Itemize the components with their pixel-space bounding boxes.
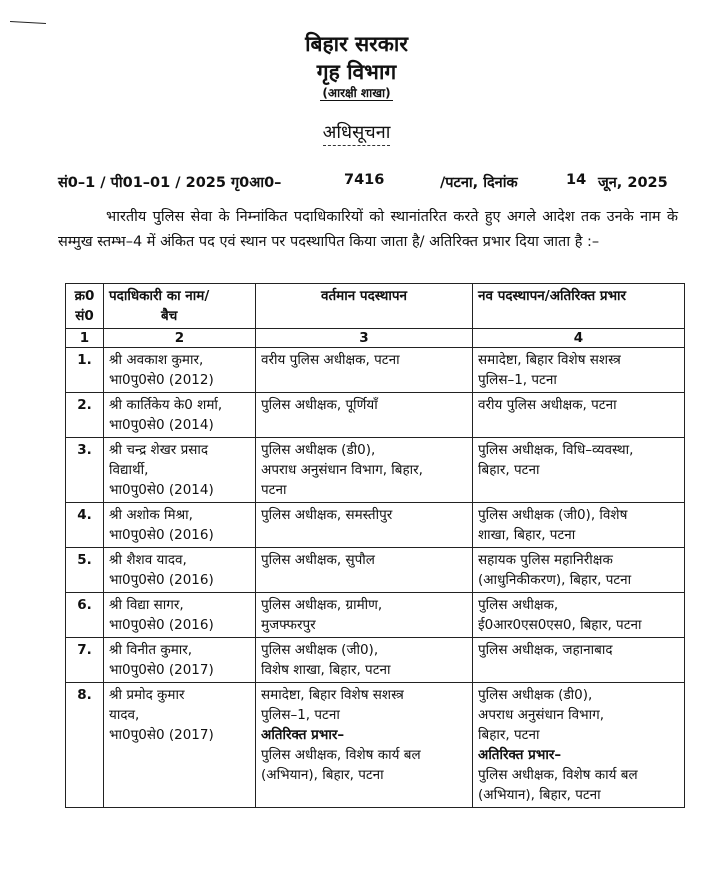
notification-title bbox=[0, 120, 713, 144]
officer-name-line: श्री प्रमोद कुमार bbox=[109, 687, 185, 703]
officer-name-cell bbox=[104, 393, 256, 438]
officer-name-line: श्री विनीत कुमार, bbox=[109, 642, 193, 658]
officer-name-line: श्री अशोक मिश्रा, bbox=[109, 507, 193, 523]
current-posting-line: अपराध अनुसंधान विभाग, बिहार, bbox=[261, 462, 423, 478]
new-posting-line: ई0आर0एस0एस0, बिहार, पटना bbox=[478, 617, 642, 633]
officer-name-line: भा0पु0से0 (2014) bbox=[109, 482, 214, 498]
officer-name-line: यादव, bbox=[109, 707, 140, 723]
current-posting-line: पुलिस अधीक्षक (डी0), bbox=[261, 442, 376, 458]
new-posting-line: समादेष्टा, बिहार विशेष सशस्त्र bbox=[478, 352, 621, 368]
current-posting-cell bbox=[256, 548, 473, 593]
pen-mark bbox=[10, 21, 46, 24]
officer-name-cell bbox=[104, 503, 256, 548]
column-number: 2 bbox=[104, 329, 256, 348]
new-posting-line: वरीय पुलिस अधीक्षक, पटना bbox=[478, 397, 617, 413]
new-posting-cell bbox=[473, 638, 685, 683]
current-posting-line: पुलिस अधीक्षक, ग्रामीण, bbox=[261, 597, 383, 613]
serial-cell: 7. bbox=[66, 638, 104, 683]
header-name-line: पदाधिकारी का नाम/ bbox=[109, 288, 210, 304]
officer-name-cell bbox=[104, 548, 256, 593]
column-number: 3 bbox=[256, 329, 473, 348]
officer-name-cell bbox=[104, 438, 256, 503]
reference-line bbox=[58, 172, 668, 196]
posting-table bbox=[65, 283, 685, 808]
current-posting-line: पटना bbox=[261, 482, 287, 498]
officer-name-line: भा0पु0से0 (2012) bbox=[109, 372, 214, 388]
current-posting-cell bbox=[256, 638, 473, 683]
officer-name-line: श्री शैशव यादव, bbox=[109, 552, 187, 568]
current-posting-line: पुलिस अधीक्षक, पूर्णियाँ bbox=[261, 397, 378, 413]
current-posting-line: विशेष शाखा, बिहार, पटना bbox=[261, 662, 391, 678]
column-number: 1 bbox=[66, 329, 104, 348]
new-posting-line: बिहार, पटना bbox=[478, 727, 540, 743]
intro-paragraph: भारतीय पुलिस सेवा के निम्नांकित पदाधिकारियों को स्थानांतरित करते हुए अगले आदेश तक उनके नाम के सम्मुख स्तम्भ–4 में अंकित पद एवं स्थान पर पदस्थापित किया जाता है/ अतिरिक्त प्रभार दिया जाता है :– bbox=[58, 209, 678, 250]
officer-name-line: विद्यार्थी, bbox=[109, 462, 149, 478]
officer-name-line: भा0पु0से0 (2016) bbox=[109, 572, 214, 588]
current-posting-line: पुलिस अधीक्षक, समस्तीपुर bbox=[261, 507, 393, 523]
officer-name-cell bbox=[104, 593, 256, 638]
current-posting-cell bbox=[256, 438, 473, 503]
current-posting-line: वरीय पुलिस अधीक्षक, पटना bbox=[261, 352, 400, 368]
header-name-line: बैच bbox=[161, 308, 178, 324]
column-number-row bbox=[66, 329, 685, 348]
govt-title: बिहार सरकार bbox=[305, 32, 408, 56]
new-posting-cell bbox=[473, 348, 685, 393]
new-posting-cell bbox=[473, 683, 685, 808]
new-posting-cell bbox=[473, 503, 685, 548]
serial-cell: 8. bbox=[66, 683, 104, 808]
serial-cell: 3. bbox=[66, 438, 104, 503]
department-title: गृह विभाग bbox=[316, 60, 397, 84]
header-sn bbox=[66, 284, 104, 329]
new-posting-line: अपराध अनुसंधान विभाग, bbox=[478, 707, 604, 723]
branch-title-text: (आरक्षी शाखा) bbox=[322, 86, 391, 100]
current-posting-cell bbox=[256, 503, 473, 548]
current-posting-line: मुजफ्फरपुर bbox=[261, 617, 316, 633]
new-posting-cell bbox=[473, 438, 685, 503]
table-row bbox=[66, 683, 685, 808]
serial-number: 7416 bbox=[344, 172, 385, 188]
table-row bbox=[66, 438, 685, 503]
table-row bbox=[66, 503, 685, 548]
serial-cell: 6. bbox=[66, 593, 104, 638]
current-posting-cell bbox=[256, 348, 473, 393]
current-posting-cell bbox=[256, 683, 473, 808]
officer-name-cell bbox=[104, 683, 256, 808]
additional-charge-label: अतिरिक्त प्रभार– bbox=[478, 747, 562, 763]
new-posting-line: पुलिस अधीक्षक, bbox=[478, 597, 559, 613]
officer-name-line: श्री अवकाश कुमार, bbox=[109, 352, 204, 368]
serial-cell: 5. bbox=[66, 548, 104, 593]
table-row bbox=[66, 638, 685, 683]
officer-name-line: श्री विद्या सागर, bbox=[109, 597, 184, 613]
current-posting-line: समादेष्टा, बिहार विशेष सशस्त्र bbox=[261, 687, 404, 703]
table-row bbox=[66, 393, 685, 438]
new-posting-line: (आधुनिकीकरण), बिहार, पटना bbox=[478, 572, 632, 588]
header-sn-line: सं0 bbox=[75, 308, 94, 324]
reference-number: सं0–1 / पी01–01 / 2025 गृ0आ0– bbox=[58, 175, 282, 191]
current-posting-cell bbox=[256, 593, 473, 638]
current-posting-line: पुलिस–1, पटना bbox=[261, 707, 340, 723]
new-posting-line: पुलिस अधीक्षक (डी0), bbox=[478, 687, 593, 703]
serial-cell: 1. bbox=[66, 348, 104, 393]
officer-name-line: भा0पु0से0 (2016) bbox=[109, 617, 214, 633]
header-new: नव पदस्थापन/अतिरिक्त प्रभार bbox=[473, 284, 685, 329]
date-month-year: जून, 2025 bbox=[598, 175, 668, 191]
additional-charge-line: (अभियान), बिहार, पटना bbox=[478, 787, 601, 803]
table-row bbox=[66, 593, 685, 638]
serial-cell: 2. bbox=[66, 393, 104, 438]
officer-name-line: भा0पु0से0 (2014) bbox=[109, 417, 214, 433]
place-label: /पटना, दिनांक bbox=[440, 175, 518, 191]
new-posting-line: शाखा, बिहार, पटना bbox=[478, 527, 576, 543]
new-posting-cell bbox=[473, 593, 685, 638]
branch-title bbox=[0, 84, 713, 101]
officer-name-cell bbox=[104, 638, 256, 683]
header-sn-line: क्र0 bbox=[74, 288, 95, 304]
additional-charge-line: पुलिस अधीक्षक, विशेष कार्य बल bbox=[478, 767, 638, 783]
serial-cell: 4. bbox=[66, 503, 104, 548]
additional-charge-line: (अभियान), बिहार, पटना bbox=[261, 767, 384, 783]
new-posting-cell bbox=[473, 548, 685, 593]
additional-charge-label: अतिरिक्त प्रभार– bbox=[261, 727, 345, 743]
officer-name-line: भा0पु0से0 (2016) bbox=[109, 527, 214, 543]
new-posting-line: पुलिस अधीक्षक (जी0), विशेष bbox=[478, 507, 628, 523]
officer-name-cell bbox=[104, 348, 256, 393]
officer-name-line: श्री कार्तिकेय के0 शर्मा, bbox=[109, 397, 223, 413]
officer-name-line: भा0पु0से0 (2017) bbox=[109, 662, 214, 678]
new-posting-cell bbox=[473, 393, 685, 438]
table-header-row bbox=[66, 284, 685, 329]
table-row bbox=[66, 548, 685, 593]
notification-title-text: अधिसूचना bbox=[323, 122, 391, 146]
header-current: वर्तमान पदस्थापन bbox=[256, 284, 473, 329]
new-posting-line: पुलिस अधीक्षक, विधि–व्यवस्था, bbox=[478, 442, 634, 458]
current-posting-line: पुलिस अधीक्षक, सुपौल bbox=[261, 552, 375, 568]
new-posting-line: बिहार, पटना bbox=[478, 462, 540, 478]
officer-name-line: भा0पु0से0 (2017) bbox=[109, 727, 214, 743]
new-posting-line: पुलिस–1, पटना bbox=[478, 372, 557, 388]
current-posting-line: पुलिस अधीक्षक (जी0), bbox=[261, 642, 379, 658]
additional-charge-line: पुलिस अधीक्षक, विशेष कार्य बल bbox=[261, 747, 421, 763]
officer-name-line: श्री चन्द्र शेखर प्रसाद bbox=[109, 442, 209, 458]
date-day: 14 bbox=[566, 172, 587, 188]
current-posting-cell bbox=[256, 393, 473, 438]
new-posting-line: पुलिस अधीक्षक, जहानाबाद bbox=[478, 642, 613, 658]
column-number: 4 bbox=[473, 329, 685, 348]
table-row bbox=[66, 348, 685, 393]
new-posting-line: सहायक पुलिस महानिरीक्षक bbox=[478, 552, 613, 568]
header-name bbox=[104, 284, 256, 329]
